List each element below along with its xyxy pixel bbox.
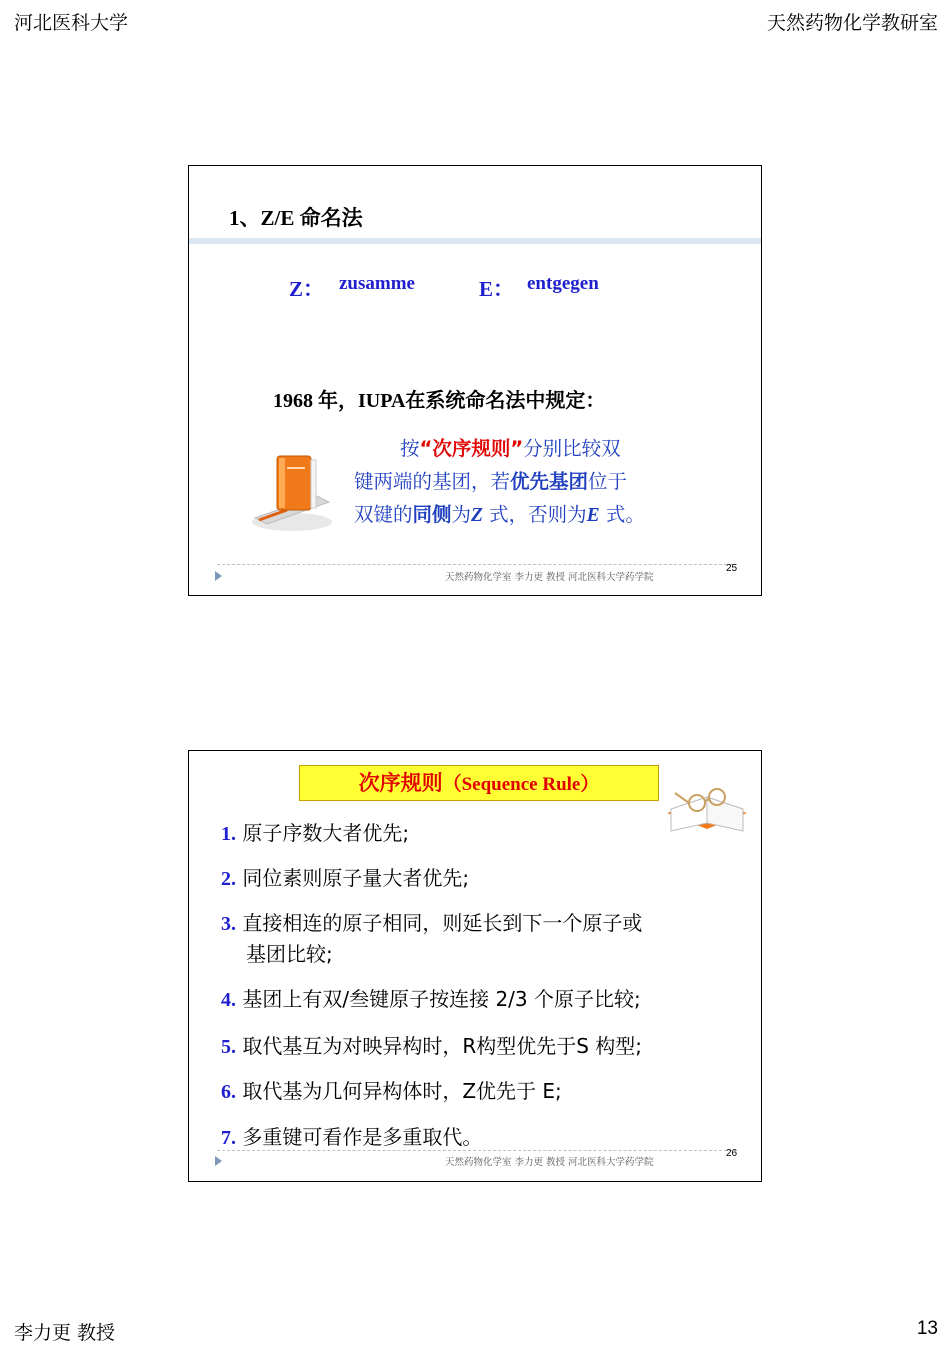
def-text: 按 xyxy=(400,437,420,460)
book-icon xyxy=(247,446,337,534)
title-divider xyxy=(189,238,761,244)
footer-arrow-icon xyxy=(215,1156,222,1166)
slide-number: 25 xyxy=(726,563,738,574)
same-side-highlight: 同侧 xyxy=(412,503,452,526)
z-word: zusamme xyxy=(339,273,415,294)
footer-arrow-icon xyxy=(215,571,222,581)
rule-number: 1. xyxy=(221,823,236,845)
def-text: 双键的 xyxy=(354,503,413,526)
e-letter: E： xyxy=(479,277,515,301)
open-book-glasses-icon xyxy=(663,773,751,837)
rule-intro: 1968 年，IUPA在系统命名法中规定： xyxy=(273,390,606,412)
page-header-department: 天然药物化学教研室 xyxy=(766,12,938,34)
rule-text: 同位素则原子量大者优先; xyxy=(242,866,470,890)
def-text: 式，否则为 xyxy=(482,503,587,526)
rule-number: 4. xyxy=(221,989,236,1011)
e-symbol: E xyxy=(586,505,600,526)
rule-number: 3. xyxy=(221,913,236,935)
rule-item xyxy=(221,863,469,894)
page-footer-author: 李力更 教授 xyxy=(14,1322,116,1344)
def-text: 为 xyxy=(451,503,472,526)
slide-26 xyxy=(188,750,762,1182)
footer-divider xyxy=(217,1150,737,1151)
rule-number: 2. xyxy=(221,868,236,890)
slide-title: 1、Z/E 命名法 xyxy=(229,206,363,230)
title-chinese: 次序规则 xyxy=(358,771,443,795)
slide-25 xyxy=(188,165,762,596)
z-letter: Z： xyxy=(289,277,325,301)
rule-text: 取代基为几何异构体时，Z优先于 E; xyxy=(242,1079,562,1103)
def-text: 位于 xyxy=(588,470,628,493)
def-text: 分别比较双 xyxy=(523,437,621,460)
slide-number: 26 xyxy=(726,1148,738,1159)
page-number: 13 xyxy=(916,1318,938,1339)
rule-text: 基团上有双/叁键原子按连接 2/3 个原子比较; xyxy=(242,987,641,1011)
rule-item xyxy=(221,1076,562,1107)
page-header-university: 河北医科大学 xyxy=(14,12,129,34)
rule-text: 取代基互为对映异构时，R构型优先于S 构型; xyxy=(242,1034,643,1058)
rule-item xyxy=(221,1031,642,1062)
rule-item xyxy=(221,1122,482,1153)
rule-number: 6. xyxy=(221,1081,236,1103)
rule-number: 7. xyxy=(221,1127,236,1149)
rule-item xyxy=(221,984,641,1015)
rule-text: 直接相连的原子相同，则延长到下一个原子或 xyxy=(242,911,643,935)
rule-number: 5. xyxy=(221,1036,236,1058)
rule-text: 多重键可看作是多重取代。 xyxy=(242,1125,483,1149)
rule-text: 原子序数大者优先; xyxy=(242,821,410,845)
e-word: entgegen xyxy=(527,273,599,294)
slide-footer: 天然药物化学室 李力更 教授 河北医科大学药学院 xyxy=(445,1157,654,1168)
footer-divider xyxy=(217,564,737,565)
sequence-rule-highlight: “次序规则” xyxy=(419,437,524,460)
rule-item xyxy=(221,908,642,969)
slide-footer: 天然药物化学室 李力更 教授 河北医科大学药学院 xyxy=(445,572,654,583)
title-english: （Sequence Rule） xyxy=(442,774,600,795)
def-text: 式。 xyxy=(599,503,645,526)
z-symbol: Z xyxy=(471,505,483,526)
slide-title-box xyxy=(299,765,659,801)
def-text: 键两端的基团，若 xyxy=(354,470,511,493)
rule-item xyxy=(221,818,409,849)
zs-definition xyxy=(354,432,714,532)
rule-text-continued: 基团比较; xyxy=(246,942,333,966)
priority-group-highlight: 优先基团 xyxy=(510,470,589,493)
